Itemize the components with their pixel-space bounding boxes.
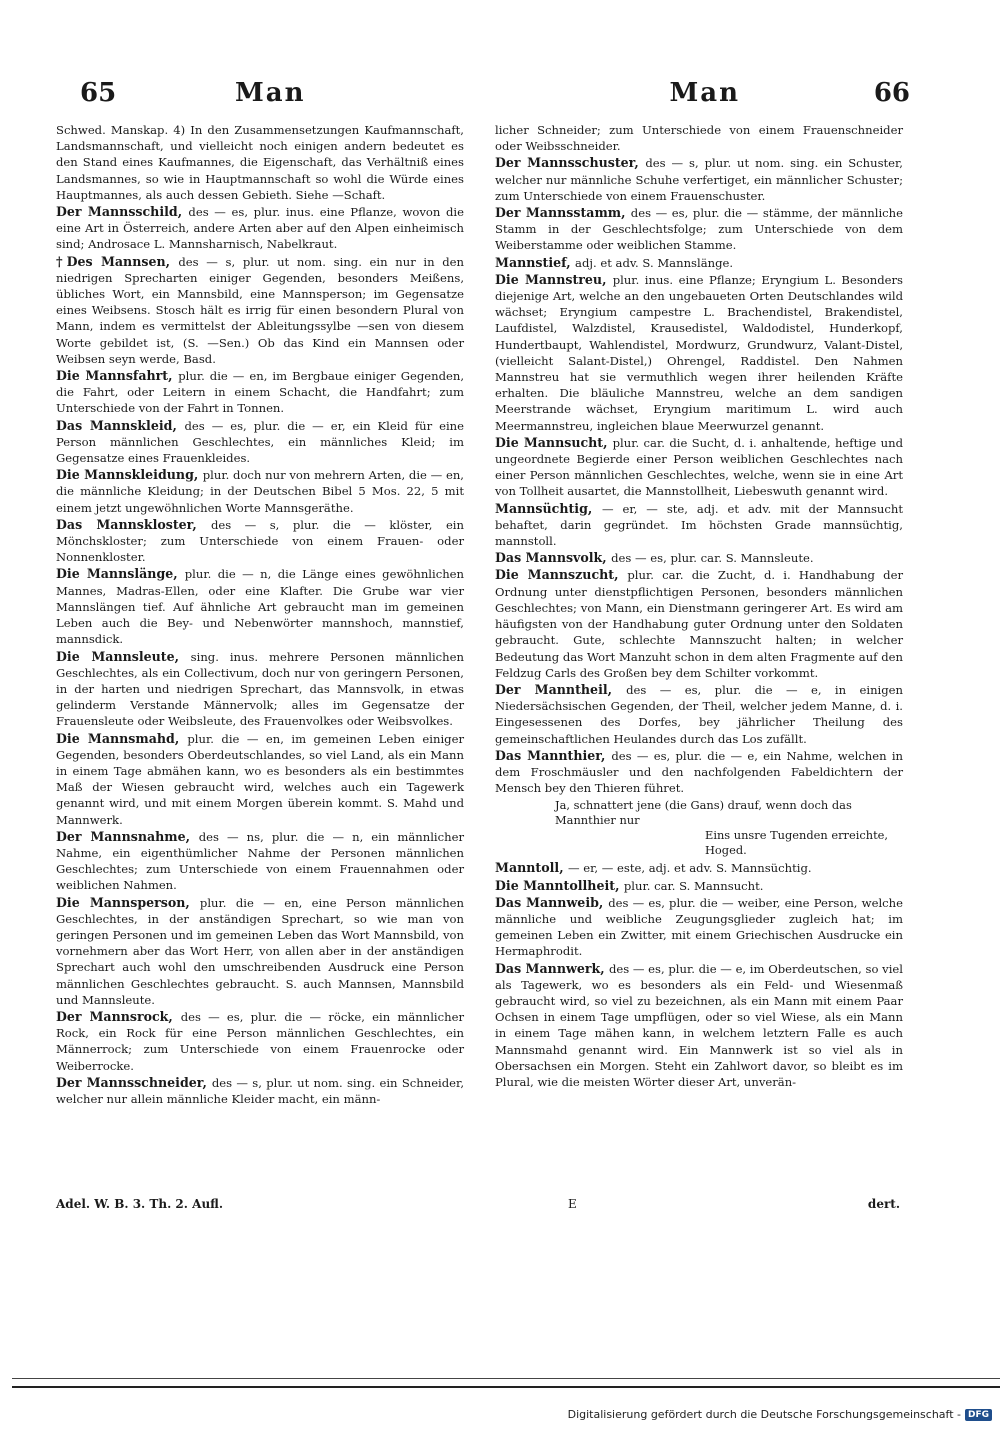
entry-headword: Das Mannskleid, xyxy=(56,417,185,433)
dictionary-entry xyxy=(495,682,903,747)
entry-text: plur. doch nur von mehrern Arten, die — en, die männliche Kleidung; in der Deutschen Bibel 5 Mos. 22, 5 mit einem jetzt ungewöhnlichen Worte Mannsgeräthe. xyxy=(56,468,464,515)
entry-text: des — es, plur. die — e, im Oberdeutschen, so viel als Tagewerk, wo es besonders als ein Feld- und Wiesenmaß gebraucht wird, so viel zu bezeichnen, als ein Mann mit einem Paar Ochsen in einem Tage umpflügen, oder so viel Wiese, als ein Mann in einem Tage mähen kann, in welchem letztern Falle es auch Mannsmahd genannt wird. Ein Mannwerk ist so viel als in Obersachsen ein Morgen. Steht ein Zahlwort davor, so bleibt es im Plural, wie die meisten Wörter dieser Art, unverän- xyxy=(495,961,903,1089)
entry-headword: Die Mannsperson, xyxy=(56,894,200,910)
dictionary-entry xyxy=(56,731,464,828)
dictionary-entry xyxy=(56,895,464,1008)
entry-headword: Die Mannsleute, xyxy=(56,648,191,664)
entry-text: plur. car. S. Mannsucht. xyxy=(623,878,764,893)
dfg-logo: DFG xyxy=(965,1409,992,1421)
entry-headword: Die Mannsmahd, xyxy=(56,730,188,746)
dictionary-entry xyxy=(56,649,464,730)
dictionary-entry xyxy=(495,878,903,894)
verse-quote xyxy=(555,798,903,858)
dictionary-entry xyxy=(495,550,903,566)
dictionary-entry xyxy=(56,418,464,467)
dictionary-entry xyxy=(56,829,464,894)
entry-text: des — es, plur. die — e, ein Nahme, welchen in dem Froschmäusler und den nachfolgenden Fabeldichtern der Mensch bey den Thieren führet. xyxy=(495,748,903,796)
footer xyxy=(568,1408,992,1421)
left-page-number: 65 xyxy=(80,78,117,108)
entry-text: des — s, plur. ut nom. sing. ein Schuster, welcher nur männliche Schuhe verfertiget, ein männlicher Schuster; zum Unterschiede von einem Frauenschuster. xyxy=(495,156,903,203)
dictionary-entry xyxy=(495,748,903,797)
entry-headword: Die Mannskleidung, xyxy=(56,467,203,483)
entry-text: des — es, plur. car. S. Mannsleute. xyxy=(611,551,814,566)
signature-mark: E xyxy=(568,1197,577,1211)
entry-headword: Mannsüchtig, xyxy=(495,500,602,516)
entry-headword: Der Mannsschuster, xyxy=(495,155,646,171)
entry-headword: Der Mannsnahme, xyxy=(56,828,199,844)
entry-text: sing. inus. mehrere Personen männlichen Geschlechtes, als ein Collectivum, doch nur von geringern Personen, in der harten und niedrigen Sprechart, das Mannsvolk, in etwas gelinderm Verstande Männervolk; alles im Gegensatze der Frauensleute oder Weibsleute, des Frauenvolkes oder Weibsvolkes. xyxy=(56,649,464,729)
left-column xyxy=(56,122,464,1108)
entry-text: plur. die — en, eine Person männlichen Geschlechtes, in der anständigen Sprechart, so wie man von geringen Personen und im gemeinen Leben das Wort Mannsbild, von vornehmern aber das Wort Herr, von allen aber in der anständigen Sprechart auch wohl den umschreibenden Ausdruck eine Person männlichen Geschlechtes gebraucht. S. auch Mannsen, Mannsbild und Mannsleute. xyxy=(56,895,465,1007)
page-header xyxy=(80,78,910,118)
entry-headword: Der Mannsschild, xyxy=(56,204,189,220)
entry-headword: Mannstief, xyxy=(495,254,576,270)
dictionary-entry xyxy=(495,272,903,434)
entry-headword: Die Manntollheit, xyxy=(495,877,624,893)
entry-text: plur. car. die Sucht, d. i. anhaltende, heftige und ungeordnete Begierde einer Person weiblichen Geschlechtes nach einer Person männlichen Geschlechtes, welche, wenn sie in eine Art von Tollheit ausartet, die Mannstollheit, Liebeswuth genannt wird. xyxy=(495,435,903,499)
entry-text: des — es, plur. inus. eine Pflanze, wovon die eine Art in Österreich, andere Arten aber auf den Alpen einheimisch sind; Androsace L. Mannsharnisch, Nabelkraut. xyxy=(56,205,464,252)
catchword: dert. xyxy=(867,1197,900,1211)
entry-headword: Die Mannsfahrt, xyxy=(56,368,179,384)
entry-headword: Der Mannsrock, xyxy=(56,1008,181,1024)
entry-text: des — s, plur. die — klöster, ein Mönchskloster; zum Unterschiede von einem Frauen- oder Nonnenkloster. xyxy=(56,517,464,565)
dictionary-entry xyxy=(56,204,464,253)
entry-text: plur. inus. eine Pflanze; Eryngium L. Besonders diejenige Art, welche an den ungebaueten Orten Deutschlandes wild wächset; Eryngium campestre L. Brachendistel, Brakendistel, Laufdistel, Walzdistel, Krausedistel, Waldodistel, Hunderkopf, Hundertbaupt, Wahlendistel, Mordwurz, Grundwurz, Valant-Distel, (vielleicht Salant-Distel,) Ohrengel, Raddistel. Den Nahmen Mannstreu hat sie vermuthlich wegen ihrer heilenden Kräfte erhalten. Die bläuliche Mannstreu, welche an dem sandigen Meerstrande wächset, Eryngium maritimum L. wird auch Meermannstreu, ingleichen blaue Meerwurzel genannt. xyxy=(495,272,903,433)
footer-text: Digitalisierung gefördert durch die Deutsche Forschungsgemeinschaft - xyxy=(567,1408,961,1421)
footer-rule xyxy=(12,1378,1000,1379)
dictionary-entry xyxy=(495,155,903,204)
dictionary-entry xyxy=(56,467,464,516)
entry-text: des — s, plur. ut nom. sing. ein Schneider, welcher nur allein männliche Kleider macht, ein männ- xyxy=(56,1075,464,1106)
entry-text: des — es, plur. die — e, in einigen Niedersächsischen Gegenden, der Theil, welcher jedem Manne, d. i. Eingesessenen des Dorfes, bey jährlicher Theilung des gemeinschaftlichen Heulandes durch das Los zufällt. xyxy=(495,682,903,746)
entry-text: des — es, plur. die — weiber, eine Person, welche männliche und weibliche Zeugungsglieder zugleich hat; im gemeinen Leben ein Zwitter, mit einem Griechischen Ausdrucke ein Hermaphrodit. xyxy=(495,895,903,959)
dictionary-entry xyxy=(56,517,464,566)
entry-headword: Das Mannthier, xyxy=(495,747,612,763)
dictionary-entry xyxy=(56,368,464,417)
dictionary-entry xyxy=(495,255,903,271)
entry-headword: Der Mannsschneider, xyxy=(56,1074,212,1090)
entry-headword: Das Mannsvolk, xyxy=(495,550,612,566)
footer-rule-thick xyxy=(12,1386,1000,1388)
entry-text: licher Schneider; zum Unterschiede von einem Frauenschneider oder Weibsschneider. xyxy=(495,123,903,154)
entry-text: plur. die — n, die Länge eines gewöhnlichen Mannes, Madras-Ellen, oder eine Klafter. Die Grube war vier Mannslängen tief. Auf ähnliche Art gebraucht man im gemeinen Leben auch die Bey- und Nebenwörter mannshoch, mannstief, mannsdick. xyxy=(56,567,464,647)
entry-text: Schwed. Manskap. 4) In den Zusammensetzungen Kaufmannschaft, Landsmannschaft, und vielleicht noch einigen andern bedeutet es den Stand eines Kaufmannes, die Eigenschaft, das Verhältniß eines Landsmannes, so wie in Hauptmannschaft so wohl die Würde eines Hauptmannes, als auch dessen Gebieth. Siehe —Schaft. xyxy=(56,123,464,202)
dictionary-entry xyxy=(56,122,464,203)
entry-headword: Der Manntheil, xyxy=(495,681,627,697)
entry-text: plur. die — en, im gemeinen Leben einiger Gegenden, besonders Oberdeutschlandes, so viel Land, als ein Mann in einem Tage abmähen kann, wo es besonders als ein bestimmtes Maß der Wiesen gebraucht wird, welches auch ein Tagewerk genannt wird, und mit einem Morgen überein kommt. S. Mahd und Mannwerk. xyxy=(56,731,465,827)
entry-text: des — es, plur. die — stämme, der männliche Stamm in der Geschlechtsfolge; zum Unterschiede von dem Weiberstamme oder weiblichen Stamme. xyxy=(495,206,903,253)
verse-line: Eins unsre Tugenden erreichte, Hoged. xyxy=(705,828,889,858)
entry-headword: Manntoll, xyxy=(495,860,568,876)
dictionary-entry xyxy=(56,566,464,647)
dictionary-entry xyxy=(56,1009,464,1074)
entry-text: des — es, plur. die — er, ein Kleid für eine Person männlichen Geschlechtes, ein männliches Kleid; im Gegensatze eines Frauenkleides. xyxy=(56,418,464,466)
entry-text: des — ns, plur. die — n, ein männlicher Nahme, ein eigenthümlicher Nahme der Personen männlichen Geschlechtes; zum Unterschiede von einem Frauennahmen oder weiblichen Nahmen. xyxy=(56,829,464,893)
entry-text: plur. die — en, im Bergbaue einiger Gegenden, die Fahrt, oder Leitern in einem Schacht, die Handfahrt; zum Unterschiede von der Fahrt in Tonnen. xyxy=(56,369,465,416)
entry-headword: Die Mannslänge, xyxy=(56,566,185,582)
entry-headword: Das Mannskloster, xyxy=(56,516,211,532)
entry-headword: Die Mannsucht, xyxy=(495,434,613,450)
verse-line: Ja, schnattert jene (die Gans) drauf, wenn doch das Mannthier nur xyxy=(555,798,852,828)
dictionary-entry xyxy=(495,961,903,1091)
entry-headword: Das Mannwerk, xyxy=(495,960,609,976)
dictionary-entry xyxy=(495,122,903,154)
right-page-number: 66 xyxy=(873,78,910,108)
dictionary-entry xyxy=(495,501,903,550)
dictionary-entry xyxy=(495,860,903,876)
dictionary-entry xyxy=(495,895,903,960)
entry-headword: Die Mannszucht, xyxy=(495,567,628,583)
left-running-head: Man xyxy=(235,78,306,108)
right-column xyxy=(495,122,903,1091)
dictionary-entry xyxy=(56,1075,464,1107)
entry-text: — er, — ste, adj. et adv. mit der Mannsucht behaftet, darin gegründet. Im höchsten Grade mannsüchtig, mannstoll. xyxy=(495,501,903,549)
dictionary-entry xyxy=(495,435,903,500)
entry-headword: Der Mannsstamm, xyxy=(495,205,631,221)
dictionary-entry xyxy=(495,567,903,680)
signature-line: Adel. W. B. 3. Th. 2. Aufl. xyxy=(56,1197,224,1211)
entry-headword: Das Mannweib, xyxy=(495,894,609,910)
dictionary-entry xyxy=(56,254,464,367)
entry-text: plur. car. die Zucht, d. i. Handhabung der Ordnung unter dienstpflichtigen Personen, besonders männlichen Geschlechtes; von Mann, ein Dienstmann geringerer Art. Es wird am häufigsten von der Handhabung guter Ordnung unter den Soldaten gebraucht. Gute, schlechte Mannszucht halten; in welcher Bedeutung das Wort Manzuht schon in dem alten Fragmente auf den Feldzug Carls des Großen bey dem Schilter vorkommt. xyxy=(495,568,903,680)
entry-headword: Die Mannstreu, xyxy=(495,271,613,287)
entry-text: des — es, plur. die — röcke, ein männlicher Rock, ein Rock für eine Person männlichen Geschlechtes, ein Männerrock; zum Unterschiede von einem Frauenrocke oder Weiberrocke. xyxy=(56,1009,464,1073)
entry-text: adj. et adv. S. Mannslänge. xyxy=(575,255,734,270)
entry-text: — er, — este, adj. et adv. S. Mannsüchtig. xyxy=(567,861,812,876)
dictionary-entry xyxy=(495,205,903,254)
right-running-head: Man xyxy=(669,78,740,108)
entry-headword: †Des Mannsen, xyxy=(56,253,179,269)
entry-text: des — s, plur. ut nom. sing. ein nur in den niedrigen Sprecharten einiger Gegenden, besonders Meißens, übliches Wort, ein Mannsbild, eine Mannsperson; im Gegensatze eines Weibsens. Stosch hält es irrig für einen besondern Plural von Mann, indem es vermittelst der Ableitungssylbe —sen von diesem Worte gebildet ist, (S. —Sen.) Ob das Kind ein Mannsen oder Weibsen seyn werde, Basd. xyxy=(56,254,464,366)
